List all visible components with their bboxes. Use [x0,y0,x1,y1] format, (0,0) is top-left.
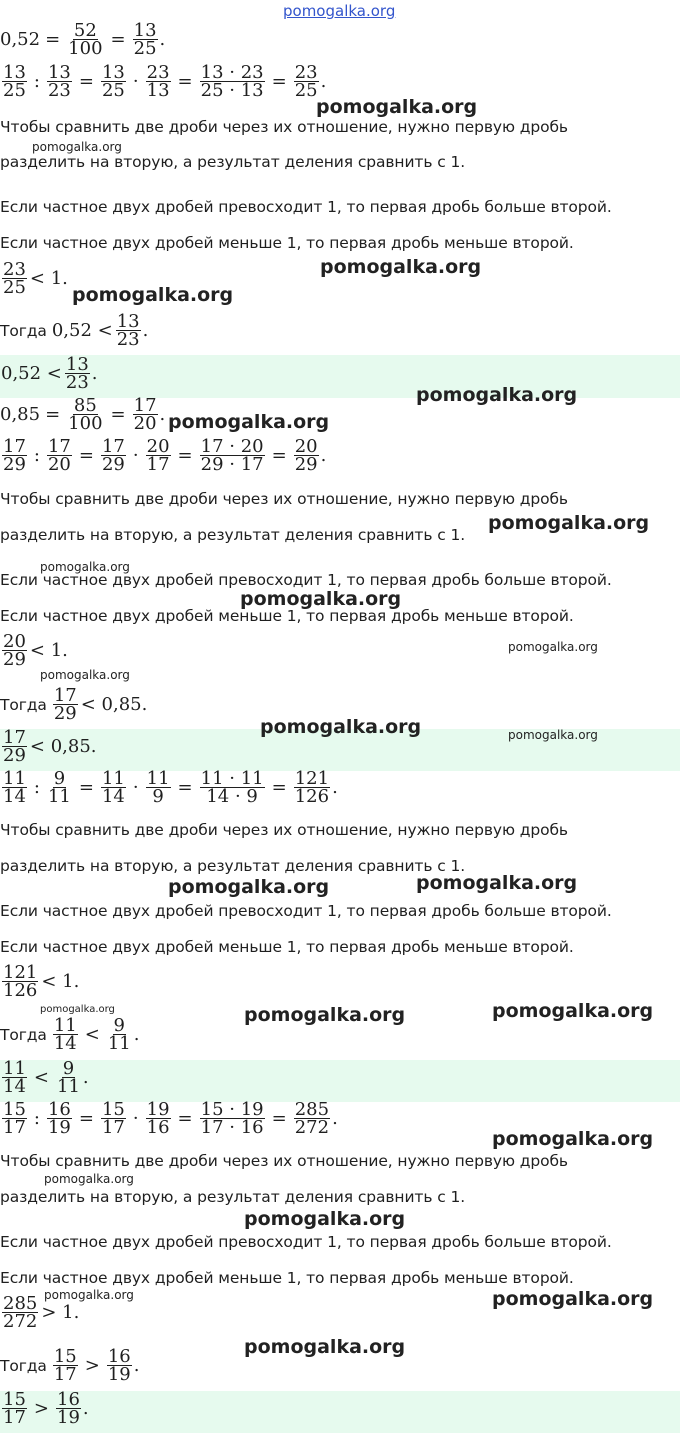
watermark: pomogalka.org [320,256,482,278]
answer-line: $\frac{11}{14}$ < $\frac{9}{11}$ . [3,1058,89,1097]
rule-text: Если частное двух дробей превосходит 1, то первая дробь больше второй. [0,571,612,589]
watermark: pomogalka.org [244,1336,406,1358]
fraction: $\frac{13}{25}$ [3,62,26,101]
then-line: Тогда 0,52 < $\frac{13}{23}$ . [0,311,149,350]
rule-text: разделить на вторую, а результат деления сравнить с 1. [0,1188,466,1206]
watermark: pomogalka.org [508,640,598,654]
watermark: pomogalka.org [488,512,650,534]
site-header-link[interactable]: pomogalka.org [283,2,396,20]
decimal-to-fraction-line: 0,85 = $\frac{85}{100}$ = $\frac{17}{20}$ . [0,395,166,434]
rule-text: разделить на вторую, а результат деления сравнить с 1. [0,153,466,171]
rule-text: Чтобы сравнить две дроби через их отношение, нужно первую дробь [0,1152,568,1170]
watermark: pomogalka.org [44,1172,134,1186]
rule-text: Если частное двух дробей меньше 1, то первая дробь меньше второй. [0,607,574,625]
division-line: $\frac{11}{14}$ : $\frac{9}{11}$ = $\frac{11}{14}$ · $\frac{11}{9}$ = $\frac{11 \cdot 11}{14 \cdot 9}$ = $\frac{121}{126}$ . [3,768,338,807]
answer-band [0,1391,680,1433]
decimal-value: 0,52 [0,29,41,50]
watermark: pomogalka.org [416,384,578,406]
watermark: pomogalka.org [492,1128,654,1150]
answer-line: $\frac{17}{29}$ < 0,85. [3,727,97,766]
ratio-comparison: $\frac{20}{29}$ < 1. [3,631,68,670]
rule-text: Если частное двух дробей превосходит 1, то первая дробь больше второй. [0,198,612,216]
answer-band [0,1060,680,1102]
watermark: pomogalka.org [40,560,130,574]
division-line: $\frac{17}{29}$ : $\frac{17}{20}$ = $\frac{17}{29}$ · $\frac{20}{17}$ = $\frac{17 \cdot 20}{29 \cdot 17}$ = $\frac{20}{29}$ . [3,436,327,475]
fraction-result: $\frac{23}{25}$ [294,62,318,101]
division-line: $\frac{13}{25}$ : $\frac{13}{23}$ = $\frac{13}{25}$ · $\frac{23}{13}$ = $\frac{13 \cdot 23}{25 \cdot 13}$ = $\frac{23}{25}$ . [0,64,326,99]
watermark: pomogalka.org [72,284,234,306]
watermark: pomogalka.org [244,1208,406,1230]
watermark: pomogalka.org [32,140,122,154]
watermark: pomogalka.org [260,716,422,738]
then-line: Тогда $\frac{17}{29}$ < 0,85. [0,685,148,724]
rule-text: Если частное двух дробей меньше 1, то первая дробь меньше второй. [0,938,574,956]
watermark: pomogalka.org [40,668,130,682]
fraction: $\frac{13}{25}$ [133,20,157,59]
watermark: pomogalka.org [492,1288,654,1310]
rule-text: Если частное двух дробей меньше 1, то первая дробь меньше второй. [0,1269,574,1287]
fraction: $\frac{52}{100}$ [68,20,103,59]
watermark: pomogalka.org [492,1000,654,1022]
ratio-comparison: $\frac{285}{272}$ > 1. [3,1293,80,1332]
decimal-to-fraction-line: 0,52 = $\frac{52}{100}$ = $\frac{13}{25}$ . [0,20,166,59]
rule-text: Если частное двух дробей меньше 1, то первая дробь меньше второй. [0,234,574,252]
rule-text: Если частное двух дробей превосходит 1, то первая дробь больше второй. [0,1233,612,1251]
rule-text: разделить на вторую, а результат деления сравнить с 1. [0,857,466,875]
watermark: pomogalka.org [244,1004,406,1026]
rule-text: Чтобы сравнить две дроби через их отношение, нужно первую дробь [0,118,568,136]
watermark: pomogalka.org [416,872,578,894]
answer-band [0,355,680,398]
watermark: pomogalka.org [168,876,330,898]
rule-text: Чтобы сравнить две дроби через их отношение, нужно первую дробь [0,490,568,508]
watermark: pomogalka.org [240,588,402,610]
then-line: Тогда $\frac{11}{14}$ < $\frac{9}{11}$ . [0,1015,140,1054]
answer-line: $\frac{15}{17}$ > $\frac{16}{19}$ . [3,1389,89,1428]
answer-line: 0,52 < $\frac{13}{23}$ . [1,354,98,393]
fraction: $\frac{13}{25}$ [101,62,125,101]
then-line: Тогда $\frac{15}{17}$ > $\frac{16}{19}$ . [0,1346,140,1385]
fraction-cancelled: $\frac{13 \cdot 23}{25 \cdot 13}$ [200,62,264,101]
rule-text: Чтобы сравнить две дроби через их отношение, нужно первую дробь [0,821,568,839]
ratio-comparison: $\frac{23}{25}$ < 1. [3,259,68,298]
fraction: $\frac{13}{23}$ [47,62,71,101]
watermark: pomogalka.org [168,411,330,433]
watermark: pomogalka.org [316,96,478,118]
division-line: $\frac{15}{17}$ : $\frac{16}{19}$ = $\frac{15}{17}$ · $\frac{19}{16}$ = $\frac{15 \cdot 19}{17 \cdot 16}$ = $\frac{285}{272}$ . [3,1099,338,1138]
rule-text: Если частное двух дробей превосходит 1, то первая дробь больше второй. [0,902,612,920]
ratio-comparison: $\frac{121}{126}$ < 1. [3,962,80,1001]
rule-text: разделить на вторую, а результат деления сравнить с 1. [0,526,466,544]
watermark: pomogalka.org [508,728,598,742]
fraction: $\frac{23}{13}$ [146,62,170,101]
watermark: pomogalka.org [44,1288,134,1302]
watermark: pomogalka.org [40,1004,115,1015]
